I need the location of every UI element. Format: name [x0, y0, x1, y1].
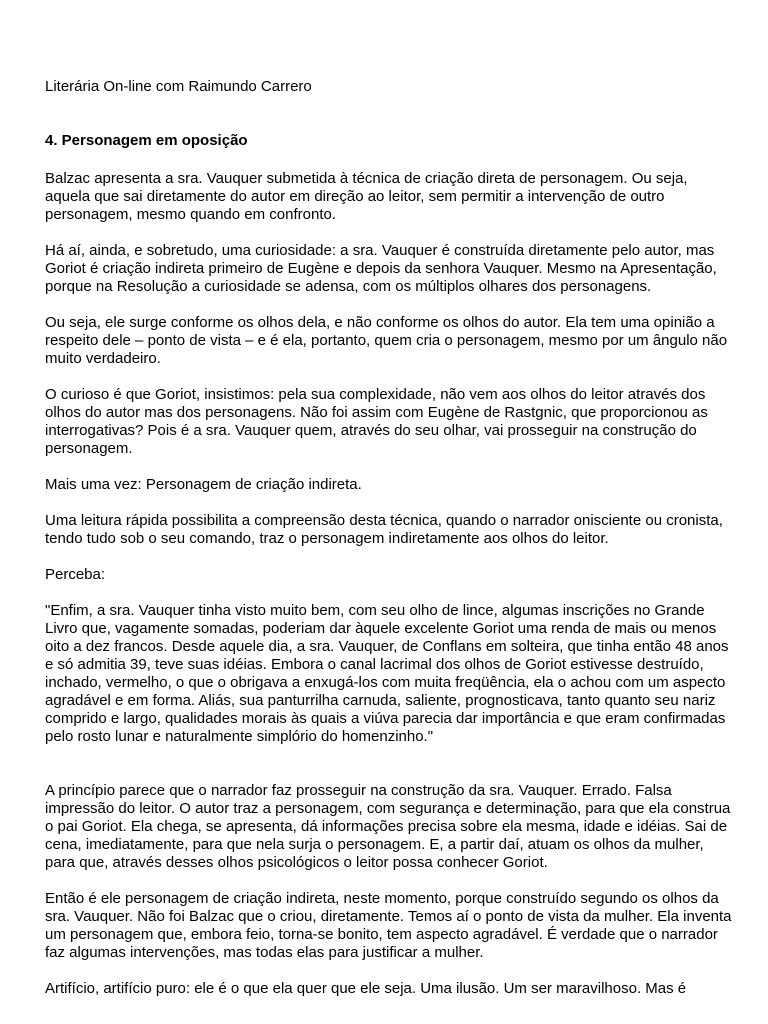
paragraph: Ou seja, ele surge conforme os olhos dela, e não conforme os olhos do autor. Ela tem uma opinião a respeito dele – ponto de vista – e é ela, portanto, quem cria o personagem, mesmo por um ângulo não muito verdadeiro. — [45, 314, 728, 367]
paragraph: Mais uma vez: Personagem de criação indireta. — [45, 476, 362, 493]
paragraph: Perceba: — [45, 566, 106, 583]
block-quote: "Enfim, a sra. Vauquer tinha visto muito bem, com seu olho de lince, algumas inscrições no Grande Livro que, vagamente somadas, poderiam dar àquele excelente Goriot uma renda de mais ou menos oito a dez francos. Desde aquele dia, a sra. Vauquer, de Conflans em solteira, que tinha então 48 anos e só admitia 39, teve suas idéias. Embora o canal lacrimal dos olhos de Goriot estivesse destruído, inchado, vermelho, o que o obrigava a enxugá-los com muita freqüência, ela o achou com um aspecto agradável e em forma. Aliás, sua panturrilha carnuda, saliente, prognosticava, tanto quanto seu nariz comprido e largo, qualidades morais às quais a viúva parecia dar importância e que eram confirmadas pelo rosto lunar e naturalmente simplório do homenzinho." — [45, 602, 729, 745]
document-header: Literária On-line com Raimundo Carrero — [45, 78, 312, 95]
paragraph: Há aí, ainda, e sobretudo, uma curiosidade: a sra. Vauquer é construída diretamente pelo autor, mas Goriot é criação indireta primeiro de Eugène e depois da senhora Vauquer. Mesmo na Apresentação, porque na Resolução a curiosidade se adensa, com os múltiplos olhares dos personagens. — [45, 242, 717, 295]
document-page — [45, 78, 735, 1016]
paragraph: Uma leitura rápida possibilita a compreensão desta técnica, quando o narrador onisciente ou cronista, tendo tudo sob o seu comando, traz o personagem indiretamente aos olhos do leitor. — [45, 512, 723, 547]
section-title: 4. Personagem em oposição — [45, 132, 248, 149]
paragraph: A princípio parece que o narrador faz prosseguir na construção da sra. Vauquer. Errado. Falsa impressão do leitor. O autor traz a personagem, com segurança e determinação, para que ela construa o pai Goriot. Ela chega, se apresenta, dá informações precisa sobre ela mesma, idade e idéias. Sai de cena, imediatamente, para que nela surja o personagem. E, a partir daí, atuam os olhos da mulher, para que, através desses olhos psicológicos o leitor possa conhecer Goriot. — [45, 782, 731, 871]
paragraph: Então é ele personagem de criação indireta, neste momento, porque construído segundo os olhos da sra. Vauquer. Não foi Balzac que o criou, diretamente. Temos aí o ponto de vista da mulher. Ela inventa um personagem que, embora feio, torna-se bonito, tem aspecto agradável. É verdade que o narrador faz algumas intervenções, mas todas elas para justificar a mulher. — [45, 890, 732, 961]
paragraph: Balzac apresenta a sra. Vauquer submetida à técnica de criação direta de personagem. Ou seja, aquela que sai diretamente do autor em direção ao leitor, sem permitir a intervenção de outro personagem, mesmo quando em confronto. — [45, 170, 688, 223]
paragraph: O curioso é que Goriot, insistimos: pela sua complexidade, não vem aos olhos do leitor através dos olhos do autor mas dos personagens. Não foi assim com Eugène de Rastgnic, que proporcionou as interrogativas? Pois é a sra. Vauquer quem, através do seu olhar, vai prosseguir na construção do personagem. — [45, 386, 708, 457]
paragraph: Artifício, artifício puro: ele é o que ela quer que ele seja. Uma ilusão. Um ser maravilhoso. Mas é — [45, 980, 687, 997]
